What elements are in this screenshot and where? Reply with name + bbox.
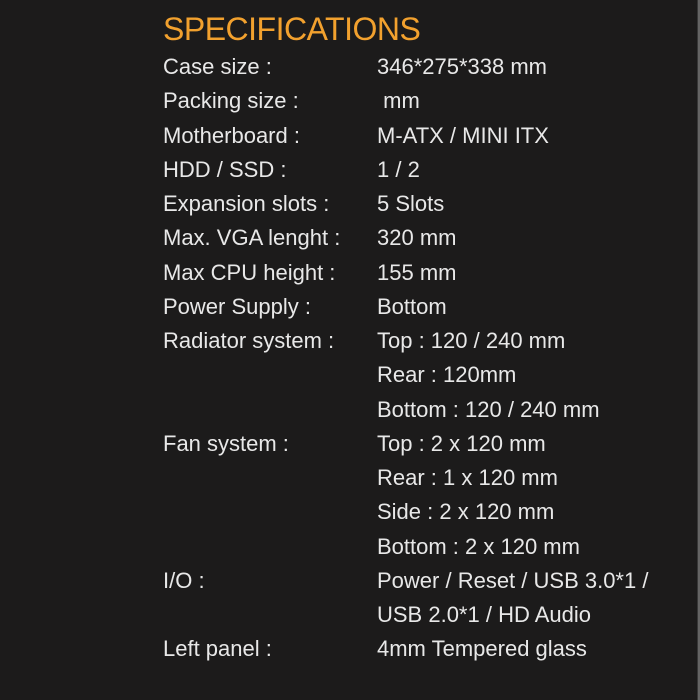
spec-row: [163, 427, 700, 564]
spec-value: [377, 632, 587, 666]
spec-label: Power Supply :: [163, 293, 311, 319]
spec-value-line: 320 mm: [377, 225, 457, 251]
spec-value-line: 4mm Tempered glass: [377, 636, 587, 662]
spec-value-line: 5 Slots: [377, 191, 445, 216]
spec-table: [163, 50, 700, 667]
spec-value-line: Top : 2 x 120 mm: [377, 430, 546, 456]
spec-value-line: Side : 2 x 120 mm: [377, 499, 555, 525]
spec-value-line: Top : 120 / 240 mm: [377, 328, 566, 353]
spec-value: [377, 187, 444, 221]
spec-label: Left panel :: [163, 636, 272, 662]
spec-value: [377, 84, 420, 118]
spec-row: [163, 324, 700, 427]
spec-row: [163, 119, 700, 153]
spec-value: [377, 119, 549, 153]
spec-value: [377, 50, 547, 84]
page-title: SPECIFICATIONS: [163, 11, 421, 47]
spec-value: [377, 221, 456, 255]
spec-label: Max. VGA lenght :: [163, 225, 341, 251]
spec-row: [163, 50, 700, 84]
spec-row: [163, 256, 700, 290]
spec-value-line: USB 2.0*1 / HD Audio: [377, 602, 592, 627]
spec-label: Radiator system :: [163, 328, 335, 353]
spec-row: [163, 84, 700, 118]
spec-value: [377, 324, 600, 427]
spec-value-line: M-ATX / MINI ITX: [377, 122, 549, 148]
spec-label: HDD / SSD :: [163, 156, 287, 182]
spec-label: I/O :: [163, 567, 205, 593]
spec-row: [163, 564, 700, 633]
spec-label: Case size :: [163, 54, 272, 79]
spec-label: Motherboard :: [163, 122, 300, 148]
spec-label: Packing size :: [163, 88, 299, 114]
spec-row: [163, 153, 700, 187]
spec-value: [377, 427, 580, 564]
spec-value: [377, 564, 648, 633]
spec-value: [377, 290, 447, 324]
spec-value-line: 1 / 2: [377, 156, 420, 182]
spec-value-line: Rear : 120mm: [377, 362, 517, 388]
spec-row: [163, 632, 700, 666]
spec-value-line: 155 mm: [377, 259, 457, 285]
spec-row: [163, 221, 700, 255]
spec-label: Max CPU height :: [163, 259, 336, 285]
spec-value-line: 346*275*338 mm: [377, 54, 548, 79]
spec-value-line: mm: [377, 88, 420, 114]
spec-value-line: Bottom : 120 / 240 mm: [377, 396, 600, 422]
spec-value-line: Power / Reset / USB 3.0*1 /: [377, 567, 649, 593]
spec-label: Fan system :: [163, 430, 289, 456]
spec-value-line: Bottom: [377, 293, 447, 319]
spec-value: [377, 153, 420, 187]
spec-row: [163, 187, 700, 221]
spec-value-line: Bottom : 2 x 120 mm: [377, 533, 580, 559]
spec-row: [163, 290, 700, 324]
spec-value-line: Rear : 1 x 120 mm: [377, 465, 558, 490]
spec-value: [377, 256, 456, 290]
spec-label: Expansion slots :: [163, 191, 330, 216]
